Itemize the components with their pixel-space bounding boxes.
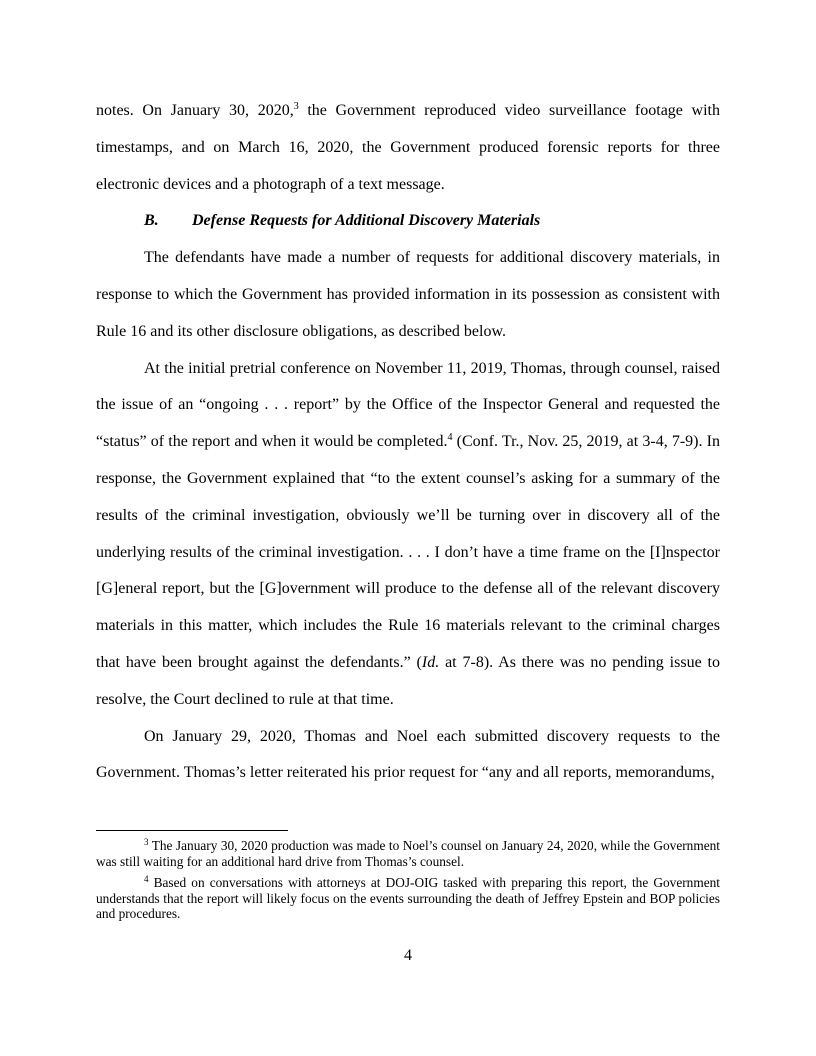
footnote-reference-4[interactable]: 4 <box>447 432 453 444</box>
paragraph-text: at 7-8). As there was no pending issue to resolve, the Court declined to rule at that time. <box>96 653 720 708</box>
paragraph-pretrial-conference <box>96 351 720 719</box>
section-letter: B. <box>144 212 159 230</box>
footnotes <box>96 838 720 928</box>
page-number: 4 <box>404 947 412 964</box>
body-text <box>96 93 720 792</box>
footnote-reference-3[interactable]: 3 <box>293 101 299 112</box>
footnote-number: 3 <box>144 837 149 847</box>
paragraph-text: On January 29, 2020, Thomas and Noel each submitted discovery requests to the Government. Thomas’s letter reiterated his prior request for “any and all reports, memorandums, <box>96 727 720 782</box>
footnote-text: The January 30, 2020 production was made to Noel’s counsel on January 24, 2020, while the Government was still waiting for an additional hard drive from Thomas’s counsel. <box>96 838 720 869</box>
paragraph-text: notes. On January 30, 2020, <box>96 102 294 119</box>
paragraph-text: (Conf. Tr., Nov. 25, 2019, at 3-4, 7-9). In response, the Government explained that “to the extent counsel’s asking for a summary of the results of the criminal investigation, obviously we’ll be turning over in discovery all of the underlying results of the criminal investigation. . . . I don’t have a time frame on the [I]nspector [G]eneral report, but the [G]overnment will produce to the defense all of the relevant discovery materials in this matter, which includes the Rule 16 materials relevant to the criminal charges that have been brought against the defendants.” ( <box>96 433 720 671</box>
footnote-4 <box>96 875 720 922</box>
paragraph-text: the Government reproduced video surveillance footage with timestamps, and on March 16, 2020, the Government produced forensic reports for three electronic devices and a photograph of a text message. <box>96 102 721 193</box>
paragraph-text: At the initial pretrial conference on November 11, 2019, Thomas, through counsel, raised the issue of an “ongoing . . . report” by the Office of the Inspector General and requested the “status” of the report and when it would be completed. <box>96 359 720 451</box>
citation-id: Id. <box>421 653 440 671</box>
footnote-separator <box>96 830 288 831</box>
paragraph-production-dates <box>96 93 720 203</box>
footnote-number: 4 <box>144 874 149 884</box>
footnote-text: Based on conversations with attorneys at DOJ-OIG tasked with preparing this report, the Government understands that the report will likely focus on the events surrounding the death of Jeffrey Epstein and BOP policies and procedures. <box>96 875 720 921</box>
paragraph-defense-requests <box>96 240 720 350</box>
paragraph-text: The defendants have made a number of requests for additional discovery materials, in response to which the Government has provided information in its possession as consistent with Rule 16 and its other disclosure obligations, as described below. <box>96 249 720 340</box>
section-title: Defense Requests for Additional Discovery Materials <box>192 212 541 230</box>
paragraph-discovery-requests <box>96 719 720 793</box>
footnote-3 <box>96 838 720 869</box>
section-heading-b <box>96 203 720 240</box>
